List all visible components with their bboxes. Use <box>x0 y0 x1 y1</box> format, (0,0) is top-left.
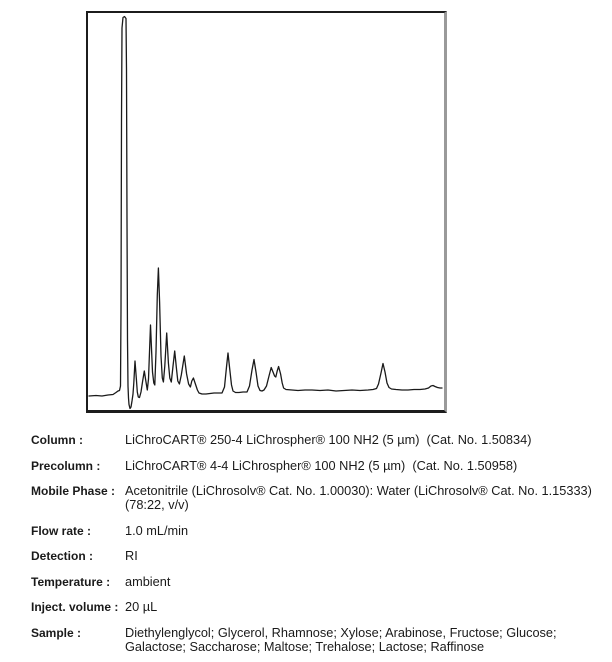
spec-label: Detection : <box>31 549 94 563</box>
trace-path <box>89 17 442 409</box>
spec-value-line: 1.0 mL/min <box>125 522 189 538</box>
spec-row-detection <box>31 549 606 563</box>
spec-value-line: ambient <box>125 573 171 589</box>
chromatogram-trace <box>88 13 444 410</box>
spec-row-temperature <box>31 575 606 589</box>
spec-label: Temperature : <box>31 574 111 589</box>
spec-value <box>125 524 606 538</box>
spec-value <box>125 575 606 589</box>
spec-value-line: Galactose; Saccharose; Maltose; Trehalose; Lactose; Raffinose <box>125 638 485 654</box>
spec-value-line: LiChroCART® 250-4 LiChrospher® 100 NH2 (5 µm) (Cat. No. 1.50834) <box>125 432 532 447</box>
spec-value <box>125 459 606 473</box>
spec-label: Precolumn : <box>31 458 101 473</box>
spec-row-mobile-phase <box>31 484 606 512</box>
spec-value <box>125 626 606 654</box>
chromatogram-plot <box>86 11 447 413</box>
spec-value-line: Diethylenglycol; Glycerol, Rhamnose; Xylose; Arabinose, Fructose; Glucose; <box>125 624 557 640</box>
spec-value <box>125 433 606 447</box>
spec-value-line: (78:22, v/v) <box>125 497 189 512</box>
spec-row-inject-volume <box>31 600 606 614</box>
spec-value-line: Acetonitrile (LiChrosolv® Cat. No. 1.00030): Water (LiChrosolv® Cat. No. 1.15333) <box>125 483 592 498</box>
spec-label: Mobile Phase : <box>31 484 116 498</box>
spec-row-flow-rate <box>31 524 606 538</box>
spec-row-column <box>31 433 606 447</box>
spec-label: Column : <box>31 433 83 447</box>
specs-table <box>31 433 606 662</box>
spec-row-sample <box>31 626 606 654</box>
spec-value-line: RI <box>125 548 138 563</box>
spec-value-line: LiChroCART® 4-4 LiChrospher® 100 NH2 (5 µm) (Cat. No. 1.50958) <box>125 457 518 473</box>
spec-value <box>125 549 606 563</box>
spec-value-line: 20 µL <box>125 599 158 614</box>
spec-row-precolumn <box>31 459 606 473</box>
spec-label: Flow rate : <box>31 523 92 538</box>
spec-label: Sample : <box>31 625 82 640</box>
spec-label: Inject. volume : <box>31 600 119 614</box>
spec-value <box>125 484 606 512</box>
spec-value <box>125 600 606 614</box>
